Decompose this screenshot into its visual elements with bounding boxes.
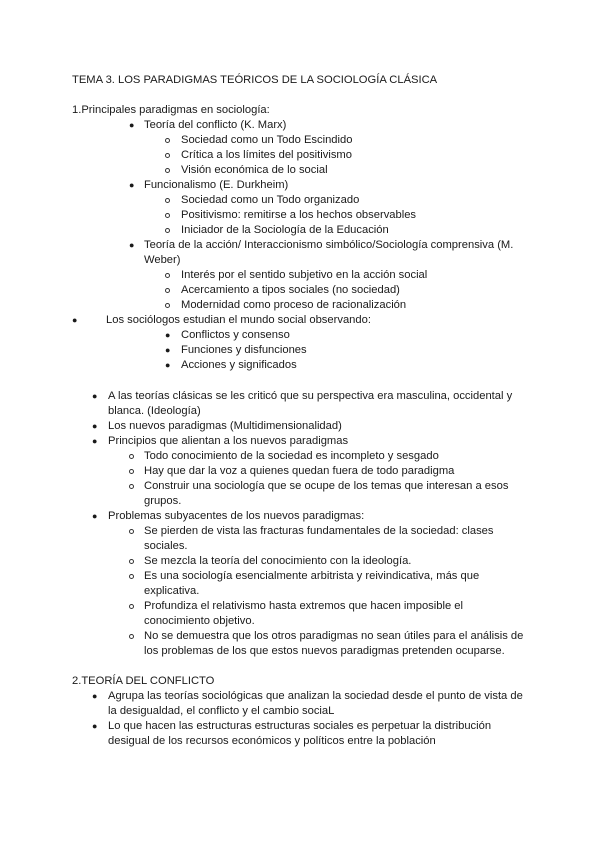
- list-item: Se pierden de vista las fracturas fundamentales de la sociedad: clases: [144, 525, 494, 537]
- circle-bullet-icon: [165, 213, 170, 218]
- list-item: Interés por el sentido subjetivo en la acción social: [181, 269, 428, 281]
- bullet-dot: ●: [165, 360, 171, 370]
- list-item: Acciones y significados: [181, 359, 297, 371]
- circle-bullet-icon: [165, 288, 170, 293]
- list-item: Iniciador de la Sociología de la Educación: [181, 224, 389, 236]
- list-item-cont: explicativa.: [144, 585, 200, 597]
- circle-bullet-icon: [129, 529, 134, 534]
- circle-bullet-icon: [165, 168, 170, 173]
- list-item: Hay que dar la voz a quienes quedan fuera de todo paradigma: [144, 465, 455, 477]
- list-item: Positivismo: remitirse a los hechos observables: [181, 209, 417, 221]
- circle-bullet-icon: [165, 228, 170, 233]
- circle-bullet-icon: [129, 559, 134, 564]
- list-item: Profundiza el relativismo hasta extremos que hacen imposible el: [144, 600, 464, 612]
- bullet-dot: ●: [92, 421, 98, 431]
- list-item: Lo que hacen las estructuras estructuras sociales es perpetuar la distribución: [108, 720, 492, 732]
- paradigm-action: Teoría de la acción/ Interaccionismo simbólico/Sociología comprensiva (M.: [144, 239, 514, 251]
- document-title: TEMA 3. LOS PARADIGMAS TEÓRICOS DE LA SOCIOLOGÍA CLÁSICA: [72, 74, 438, 86]
- critique-text-cont: blanca. (Ideología): [108, 405, 201, 417]
- list-item: Acercamiento a tipos sociales (no sociedad): [181, 284, 400, 296]
- new-paradigms: Los nuevos paradigmas (Multidimensionalidad): [108, 420, 342, 432]
- paradigm-functionalism: Funcionalismo (E. Durkheim): [144, 179, 289, 191]
- circle-bullet-icon: [129, 634, 134, 639]
- list-item: Es una sociología esencialmente arbitrista y reivindicativa, más que: [144, 570, 480, 582]
- list-item-cont: los problemas de los que estos nuevos paradigmas pretenden ocuparse.: [144, 645, 505, 657]
- list-item: Sociedad como un Todo Escindido: [181, 134, 353, 146]
- list-item: Sociedad como un Todo organizado: [181, 194, 360, 206]
- list-item: No se demuestra que los otros paradigmas no sean útiles para el análisis de: [144, 630, 524, 642]
- bullet-dot: ●: [92, 691, 98, 701]
- section1-heading: 1.Principales paradigmas en sociología:: [72, 104, 270, 116]
- observing-text: Los sociólogos estudian el mundo social observando:: [106, 314, 371, 326]
- circle-bullet-icon: [165, 273, 170, 278]
- bullet-dot: ●: [129, 240, 135, 250]
- critique-text: A las teorías clásicas se les criticó que su perspectiva era masculina, occidental y: [108, 390, 513, 402]
- bullet-dot: ●: [165, 330, 171, 340]
- circle-bullet-icon: [165, 153, 170, 158]
- bullet-dot: ●: [92, 391, 98, 401]
- paradigm-action-cont: Weber): [144, 254, 181, 266]
- circle-bullet-icon: [129, 484, 134, 489]
- list-item: Crítica a los límites del positivismo: [181, 149, 352, 161]
- bullet-dot: ●: [92, 511, 98, 521]
- list-item-cont: la desigualdad, el conflicto y el cambio sociaL: [108, 705, 335, 717]
- bullet-dot: ●: [129, 180, 135, 190]
- circle-bullet-icon: [129, 469, 134, 474]
- list-item-cont: desigual de los recursos económicos y políticos entre la población: [108, 735, 436, 747]
- list-item-cont: grupos.: [144, 495, 182, 507]
- list-item-cont: sociales.: [144, 540, 188, 552]
- bullet-dot: ●: [72, 315, 78, 325]
- list-item: Se mezcla la teoría del conocimiento con la ideología.: [144, 555, 412, 567]
- circle-bullet-icon: [165, 198, 170, 203]
- list-item: Conflictos y consenso: [181, 329, 290, 341]
- list-item: Funciones y disfunciones: [181, 344, 307, 356]
- bullet-dot: ●: [92, 721, 98, 731]
- list-item: Construir una sociología que se ocupe de los temas que interesan a esos: [144, 480, 509, 492]
- circle-bullet-icon: [129, 454, 134, 459]
- list-item-cont: conocimiento objetivo.: [144, 615, 255, 627]
- circle-bullet-icon: [129, 574, 134, 579]
- principles-label: Principios que alientan a los nuevos paradigmas: [108, 435, 349, 447]
- circle-bullet-icon: [129, 604, 134, 609]
- problems-label: Problemas subyacentes de los nuevos paradigmas:: [108, 510, 365, 522]
- paradigm-conflict: Teoría del conflicto (K. Marx): [144, 119, 287, 131]
- circle-bullet-icon: [165, 138, 170, 143]
- list-item: Modernidad como proceso de racionalización: [181, 299, 407, 311]
- circle-bullet-icon: [165, 303, 170, 308]
- list-item: Todo conocimiento de la sociedad es incompleto y sesgado: [144, 450, 439, 462]
- section2-heading: 2.TEORÍA DEL CONFLICTO: [72, 675, 215, 687]
- list-item: Visión económica de lo social: [181, 164, 328, 176]
- bullet-dot: ●: [165, 345, 171, 355]
- list-item: Agrupa las teorías sociológicas que analizan la sociedad desde el punto de vista de: [108, 690, 523, 702]
- bullet-dot: ●: [129, 120, 135, 130]
- bullet-dot: ●: [92, 436, 98, 446]
